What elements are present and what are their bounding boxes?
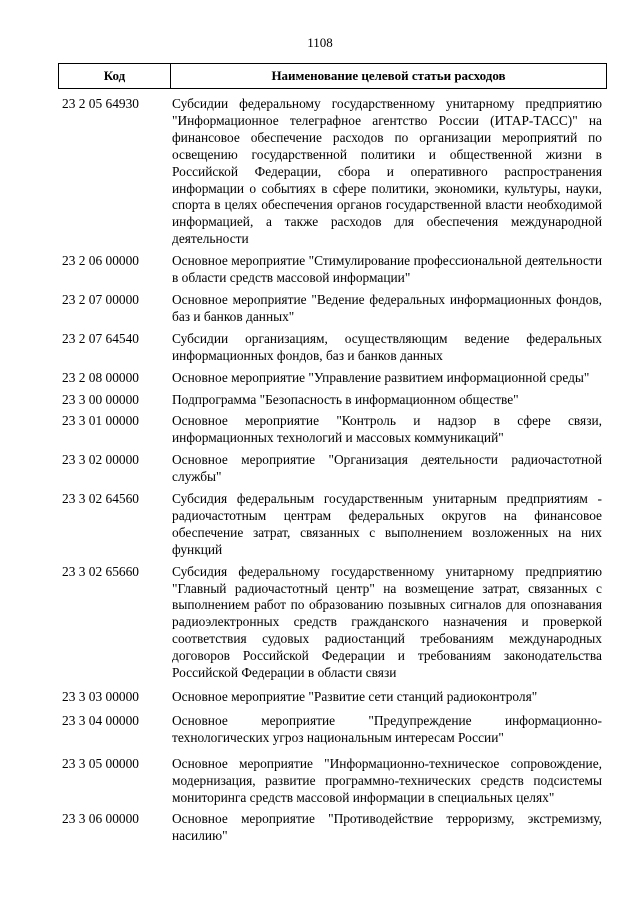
row-description: Основное мероприятие "Развитие сети станций радиоконтроля" [172, 689, 538, 704]
table-row [58, 292, 607, 326]
row-code: 23 3 02 65660 [62, 563, 139, 579]
row-code: 23 3 02 00000 [62, 452, 139, 468]
row-description: Субсидии организациям, осуществляющим ведение федеральных информационных фондов, баз и банков данных [172, 330, 602, 363]
row-description: Основное мероприятие "Контроль и надзор в сфере связи, информационных технологий и массовых коммуникаций" [172, 413, 602, 446]
row-code: 23 3 02 64560 [62, 491, 139, 507]
row-code: 23 2 05 64930 [62, 96, 139, 111]
table-row [58, 689, 607, 706]
row-code: 23 3 05 00000 [62, 755, 139, 771]
row-code: 23 3 06 00000 [62, 811, 139, 827]
table-row [58, 392, 607, 409]
header-code: Код [59, 64, 171, 88]
table-row [58, 253, 607, 287]
row-description: Субсидия федеральным государственным унитарным предприятиям - радиочастотным центрам федеральных округов на финансовое обеспечение затрат, связанных с выполнением возложенных на них функций [172, 491, 602, 557]
row-description: Основное мероприятие "Информационно-техническое сопровождение, модернизация, развитие программно-технических средств подсистемы мониторинга средств массовой информации в специальных целях" [172, 755, 602, 805]
row-code: 23 3 01 00000 [62, 413, 139, 429]
row-description: Основное мероприятие "Стимулирование профессиональной деятельности в области средств массовой информации" [172, 253, 602, 286]
table-row [58, 564, 607, 682]
table-row [58, 811, 607, 845]
table-row [58, 756, 607, 807]
row-description: Основное мероприятие "Управление развитием информационной среды" [172, 369, 590, 385]
table-row [58, 452, 607, 486]
row-code: 23 3 00 00000 [62, 391, 139, 407]
table-row [58, 96, 607, 248]
table-header [58, 63, 607, 89]
row-description: Основное мероприятие "Предупреждение информационно-технологических угроз национальным интересам России" [172, 712, 602, 745]
row-description: Подпрограмма "Безопасность в информационном обществе" [172, 391, 519, 407]
row-description: Основное мероприятие "Ведение федеральных информационных фондов, баз и банков данных" [172, 291, 602, 324]
table-row [58, 331, 607, 365]
row-code: 23 2 07 00000 [62, 291, 139, 307]
row-description: Субсидия федеральному государственному унитарному предприятию "Главный радиочастотный центр" на возмещение затрат, связанных с выполнением работ по образованию позывных сигналов для опознавания радиоэлектронных средств гражданского назначения и проверкой соответствия судовых радиостанций требованиям международных договоров Российской Федерации и требованиям законодательства Российской Федерации в области связи [172, 563, 602, 681]
row-code: 23 2 06 00000 [62, 253, 139, 269]
row-description: Субсидии федеральному государственному унитарному предприятию "Информационное телеграфное агентство России (ИТАР-ТАСС)" на финансовое обеспечение расходов по организации мероприятий по освещению государственной политики и общественной жизни в Российской Федерации, сбора и оперативного распространения информации о событиях в сфере политики, экономики, культуры, науки, спорта в целях обеспечения органов государственной власти необходимой информацией, а также расходов для обеспечения международной деятельности [172, 96, 602, 247]
page-number: 1108 [307, 35, 333, 50]
row-code: 23 3 04 00000 [62, 712, 139, 728]
table-row [58, 413, 607, 447]
table-body [58, 96, 607, 845]
table-row [58, 370, 607, 387]
table-row [58, 491, 607, 559]
row-code: 23 2 08 00000 [62, 369, 139, 385]
header-name: Наименование целевой статьи расходов [271, 68, 506, 83]
row-description: Основное мероприятие "Противодействие терроризму, экстремизму, насилию" [172, 811, 602, 844]
row-description: Основное мероприятие "Организация деятельности радиочастотной службы" [172, 452, 602, 485]
row-code: 23 2 07 64540 [62, 330, 139, 346]
table-row [58, 713, 607, 747]
row-code: 23 3 03 00000 [62, 689, 139, 704]
